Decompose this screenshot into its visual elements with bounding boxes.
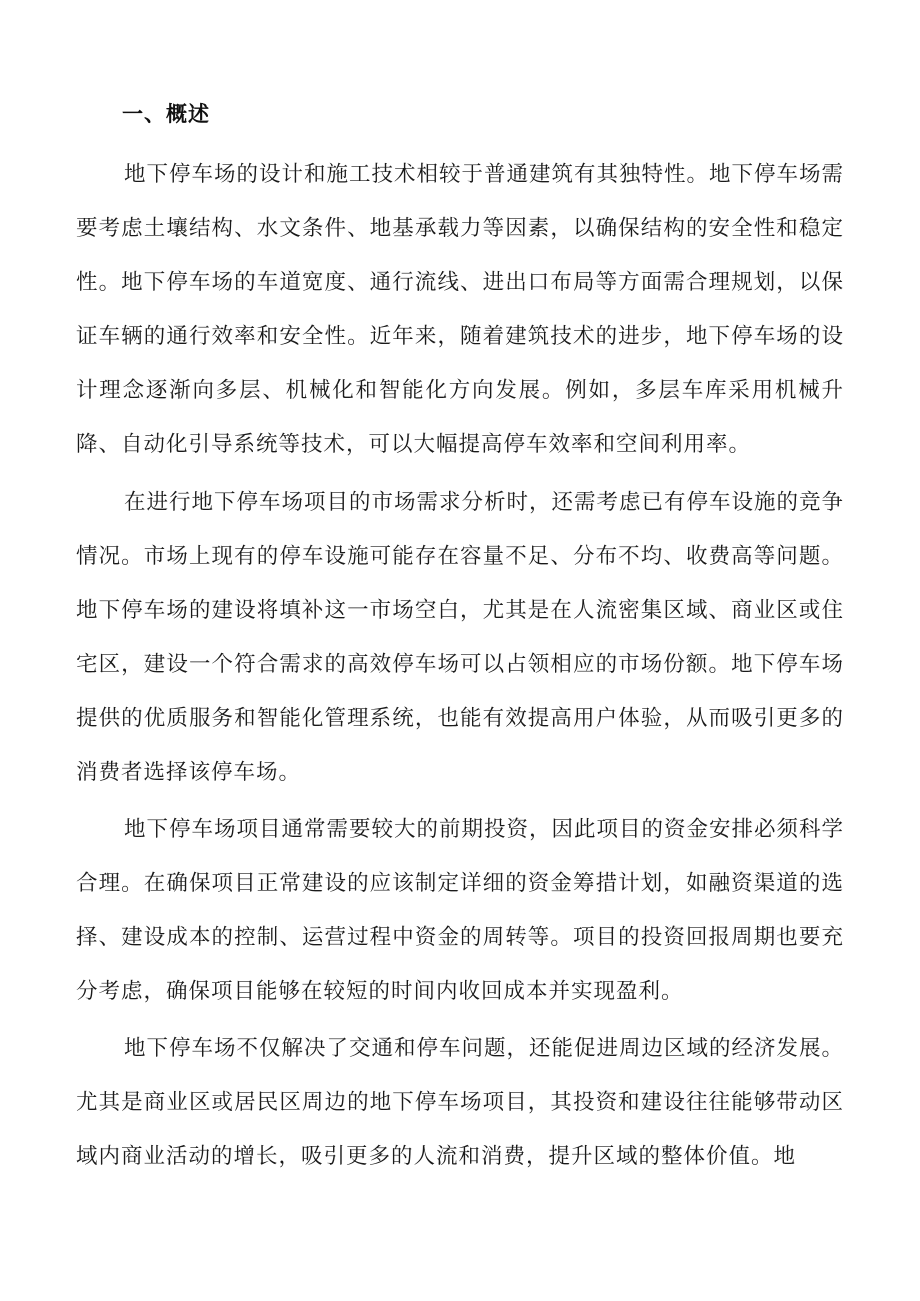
body-paragraph: 地下停车场的设计和施工技术相较于普通建筑有其独特性。地下停车场需要考虑土壤结构、水文条件、地基承载力等因素，以确保结构的安全性和稳定性。地下停车场的车道宽度、通行流线、进出口布局等方面需合理规划，以保证车辆的通行效率和安全性。近年来，随着建筑技术的进步，地下停车场的设计理念逐渐向多层、机械化和智能化方向发展。例如，多层车库采用机械升降、自动化引导系统等技术，可以大幅提高停车效率和空间利用率。 xyxy=(76,162,845,457)
body-paragraph: 地下停车场不仅解决了交通和停车问题，还能促进周边区域的经济发展。尤其是商业区或居民区周边的地下停车场项目，其投资和建设往往能够带动区域内商业活动的增长，吸引更多的人流和消费，提升区域的整体价值。地 xyxy=(76,1036,845,1169)
body-paragraph: 地下停车场项目通常需要较大的前期投资，因此项目的资金安排必须科学合理。在确保项目正常建设的应该制定详细的资金筹措计划，如融资渠道的选择、建设成本的控制、运营过程中资金的周转等。项目的投资回报周期也要充分考虑，确保项目能够在较短的时间内收回成本并实现盈利。 xyxy=(76,817,845,1004)
section-heading: 一、概述 xyxy=(122,102,210,126)
body-paragraph: 在进行地下停车场项目的市场需求分析时，还需考虑已有停车设施的竞争情况。市场上现有的停车设施可能存在容量不足、分布不均、收费高等问题。地下停车场的建设将填补这一市场空白，尤其是在人流密集区域、商业区或住宅区，建设一个符合需求的高效停车场可以占领相应的市场份额。地下停车场提供的优质服务和智能化管理系统，也能有效提高用户体验，从而吸引更多的消费者选择该停车场。 xyxy=(76,490,845,785)
